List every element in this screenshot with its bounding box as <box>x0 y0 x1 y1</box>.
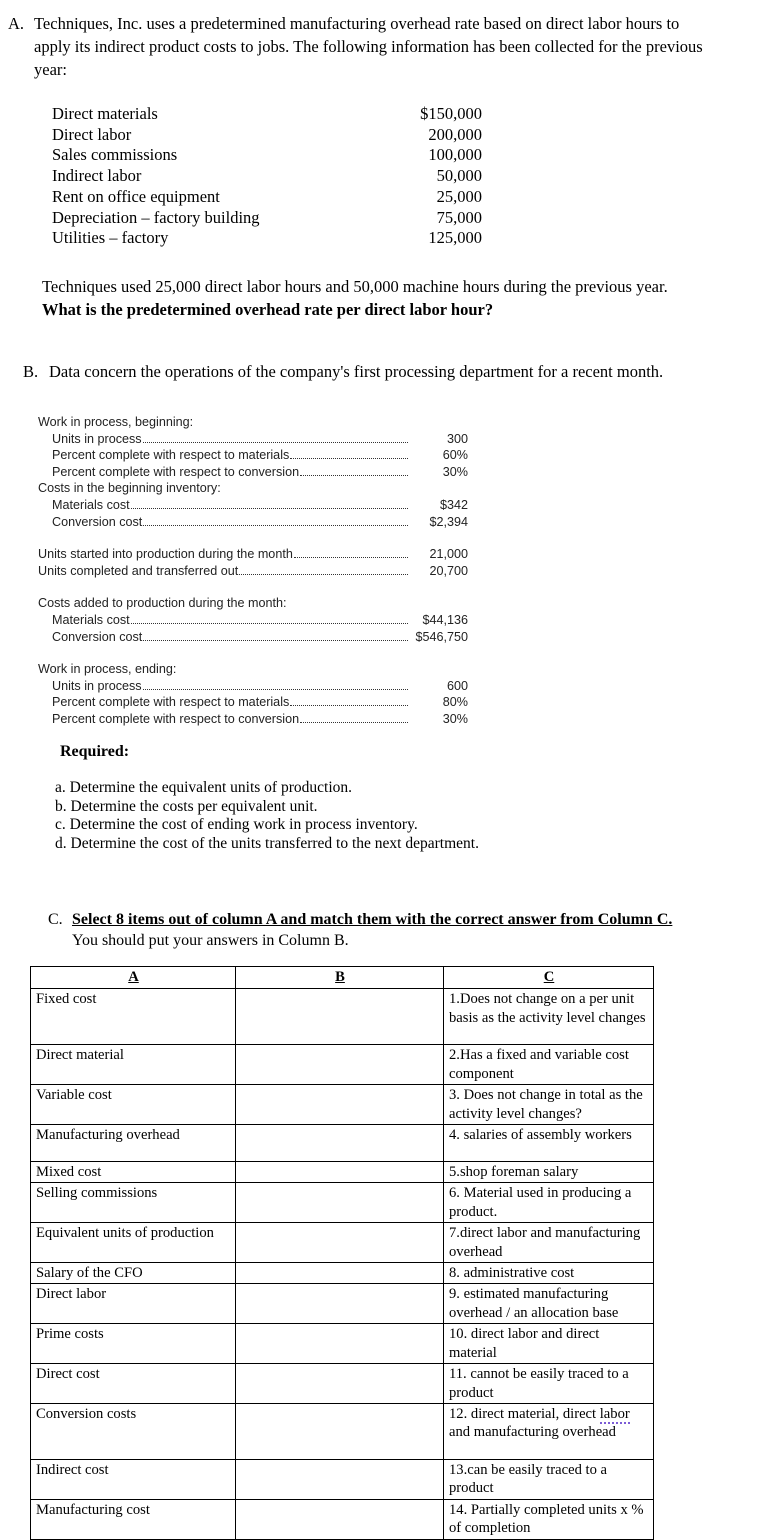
cell-column-b-answer[interactable] <box>236 1263 444 1284</box>
data-group <box>38 546 468 579</box>
cost-value: 50,000 <box>436 166 482 186</box>
cell-column-b-answer[interactable] <box>236 1085 444 1125</box>
required-items <box>55 779 479 853</box>
cost-label: Direct labor <box>52 124 132 144</box>
dot-leader <box>290 705 408 706</box>
dot-leader <box>143 640 408 641</box>
data-row <box>38 612 468 629</box>
data-row-label: Units in process <box>52 431 142 446</box>
cell-column-b-answer[interactable] <box>236 1183 444 1223</box>
data-row-value: 30% <box>442 711 468 726</box>
data-row <box>38 431 468 448</box>
data-row-value: 600 <box>446 678 468 693</box>
data-row-value: 20,700 <box>429 563 468 578</box>
table-row <box>31 1284 654 1324</box>
data-row-label: Percent complete with respect to materials <box>52 448 290 463</box>
data-row <box>38 629 468 646</box>
section-c-instruction-rest: You should put your answers in Column B. <box>72 931 349 949</box>
section-a-question-lead: Techniques used 25,000 direct labor hours and 50,000 machine hours during the previous year. <box>42 277 668 296</box>
data-row <box>38 464 468 481</box>
cell-text-suffix: and manufacturing overhead <box>449 1424 616 1441</box>
dot-leader <box>300 475 408 476</box>
data-row <box>38 447 468 464</box>
cost-label: Sales commissions <box>52 145 178 165</box>
table-row <box>31 989 654 1045</box>
column-header-c-label: C <box>543 969 555 985</box>
table-row <box>31 1459 654 1499</box>
matching-table <box>30 966 654 1540</box>
data-row <box>38 678 468 695</box>
table-row <box>31 1364 654 1404</box>
table-row <box>31 1162 654 1183</box>
dot-leader <box>143 525 408 526</box>
table-row <box>31 1085 654 1125</box>
cell-column-a: Selling commissions <box>31 1183 236 1223</box>
data-row <box>38 497 468 514</box>
cell-column-a: Fixed cost <box>31 989 236 1045</box>
cell-column-a: Mixed cost <box>31 1162 236 1183</box>
cell-text-prefix: 12. direct material, direct <box>449 1405 600 1422</box>
table-row <box>31 1403 654 1459</box>
table-row <box>31 1045 654 1085</box>
section-a-cost-list <box>52 104 482 249</box>
data-group <box>38 480 468 530</box>
data-row-label: Conversion cost <box>52 629 143 644</box>
cost-list-item <box>52 125 482 146</box>
cell-column-a: Direct labor <box>31 1284 236 1324</box>
required-item: d. Determine the cost of the units transferred to the next department. <box>55 834 479 852</box>
data-group <box>38 595 468 645</box>
cell-column-b-answer[interactable] <box>236 1045 444 1085</box>
cost-value: 75,000 <box>436 207 482 227</box>
section-c-intro-row <box>48 910 688 951</box>
data-row-label: Units in process <box>52 678 142 693</box>
cell-column-a: Variable cost <box>31 1085 236 1125</box>
spacer <box>38 579 468 595</box>
dot-leader <box>143 442 408 443</box>
table-row <box>31 1125 654 1162</box>
cost-label: Rent on office equipment <box>52 186 220 206</box>
table-row <box>31 1183 654 1223</box>
column-header-c <box>444 967 654 989</box>
cell-column-b-answer[interactable] <box>236 1324 444 1364</box>
dot-leader <box>294 557 408 558</box>
cell-column-a: Prime costs <box>31 1324 236 1364</box>
data-group-heading: Costs added to production during the month: <box>38 596 287 611</box>
cell-column-a: Manufacturing overhead <box>31 1125 236 1162</box>
dot-leader <box>290 458 408 459</box>
cell-column-a: Salary of the CFO <box>31 1263 236 1284</box>
data-row-label: Conversion cost <box>52 514 143 529</box>
cell-column-c: 2.Has a fixed and variable cost component <box>444 1045 654 1085</box>
cell-column-c: 14. Partially completed units x % of completion <box>444 1499 654 1539</box>
data-row-value: 21,000 <box>429 547 468 562</box>
cost-list-item <box>52 187 482 208</box>
cost-list-item <box>52 145 482 166</box>
data-group <box>38 414 468 480</box>
data-row <box>38 514 468 531</box>
data-row-value: 80% <box>442 695 468 710</box>
data-row-label: Percent complete with respect to conversion <box>52 711 300 726</box>
table-row <box>31 1263 654 1284</box>
dot-leader <box>143 689 408 690</box>
data-row-label: Units started into production during the month <box>38 547 293 562</box>
cell-column-c: 13.can be easily traced to a product <box>444 1459 654 1499</box>
section-a-question <box>42 275 702 321</box>
spacer <box>38 645 468 661</box>
cell-column-b-answer[interactable] <box>236 1459 444 1499</box>
cell-column-c: 11. cannot be easily traced to a product <box>444 1364 654 1404</box>
section-b-intro-row <box>23 360 703 383</box>
section-b-letter: B. <box>23 362 39 381</box>
cell-column-a: Conversion costs <box>31 1403 236 1459</box>
data-row-value: $2,394 <box>429 514 468 529</box>
cell-column-c: 6. Material used in producing a product. <box>444 1183 654 1223</box>
cell-column-c: 9. estimated manufacturing overhead / an allocation base <box>444 1284 654 1324</box>
data-group <box>38 661 468 727</box>
cell-column-b-answer[interactable] <box>236 1223 444 1263</box>
cost-label: Direct materials <box>52 104 158 123</box>
data-row <box>38 694 468 711</box>
data-row-label: Materials cost <box>52 497 130 512</box>
data-row <box>38 546 468 563</box>
cost-list-item <box>52 228 482 249</box>
cell-column-a: Direct material <box>31 1045 236 1085</box>
section-a-intro-row <box>8 12 708 81</box>
cell-column-a: Direct cost <box>31 1364 236 1404</box>
data-row-label: Percent complete with respect to conversion <box>52 464 300 479</box>
dot-leader <box>300 722 408 723</box>
spacer <box>38 530 468 546</box>
data-row-value: $44,136 <box>422 612 468 627</box>
cell-column-b-answer[interactable] <box>236 989 444 1045</box>
misspelled-word: labor <box>599 1405 630 1422</box>
cell-column-b-answer[interactable] <box>236 1284 444 1324</box>
data-row-label: Percent complete with respect to materials <box>52 695 290 710</box>
cell-column-b-answer[interactable] <box>236 1125 444 1162</box>
data-row-value: $546,750 <box>415 629 468 644</box>
dot-leader <box>131 623 408 624</box>
table-row <box>31 1324 654 1364</box>
section-b-intro-text: Data concern the operations of the company's first processing department for a recent month. <box>49 362 664 381</box>
cost-value: 25,000 <box>436 186 482 206</box>
cell-column-b-answer[interactable] <box>236 1364 444 1404</box>
cell-column-a: Indirect cost <box>31 1459 236 1499</box>
data-row-value: 300 <box>446 431 468 446</box>
cost-label: Utilities – factory <box>52 228 169 248</box>
data-row-value: $342 <box>439 497 468 512</box>
cost-list-item <box>52 104 482 125</box>
data-row-value: 60% <box>442 448 468 463</box>
section-c <box>48 910 688 951</box>
table-row <box>31 1499 654 1539</box>
section-a-question-bold: What is the predetermined overhead rate per direct labor hour? <box>42 300 494 319</box>
cell-column-b-answer[interactable] <box>236 1499 444 1539</box>
cell-column-c: 8. administrative cost <box>444 1263 654 1284</box>
cell-column-c: 4. salaries of assembly workers <box>444 1125 654 1162</box>
required-item: c. Determine the cost of ending work in process inventory. <box>55 816 418 834</box>
cost-list-item <box>52 166 482 187</box>
cost-value: $150,000 <box>420 104 482 123</box>
cost-value: 125,000 <box>428 228 482 248</box>
section-c-letter: C. <box>48 911 63 928</box>
data-row <box>38 711 468 728</box>
section-a-letter: A. <box>8 14 25 33</box>
cell-column-c: 1.Does not change on a per unit basis as the activity level changes <box>444 989 654 1045</box>
cell-column-a: Equivalent units of production <box>31 1223 236 1263</box>
column-header-b-label: B <box>335 969 345 985</box>
cell-column-b-answer[interactable] <box>236 1162 444 1183</box>
section-c-instruction-bold: Select 8 items out of column A and match them with the correct answer from Column C. <box>72 911 673 928</box>
cost-label: Indirect labor <box>52 166 142 186</box>
cost-list-item <box>52 208 482 229</box>
section-a-intro-text: Techniques, Inc. uses a predetermined manufacturing overhead rate based on direct labor hours to apply its indirect product costs to jobs. The following information has been collected for the previous year: <box>34 14 703 79</box>
dot-leader <box>131 508 408 509</box>
data-row-label: Units completed and transferred out <box>38 563 239 578</box>
data-group-heading: Costs in the beginning inventory: <box>38 481 221 496</box>
column-header-a-label: A <box>128 969 139 985</box>
section-c-instruction <box>72 910 688 951</box>
section-b-data-block <box>38 414 468 728</box>
data-row <box>38 563 468 580</box>
table-header-row <box>31 967 654 989</box>
cell-column-a: Manufacturing cost <box>31 1499 236 1539</box>
cell-column-c: 3. Does not change in total as the activity level changes? <box>444 1085 654 1125</box>
data-row-label: Materials cost <box>52 612 130 627</box>
section-b <box>23 360 703 383</box>
required-item: b. Determine the costs per equivalent unit. <box>55 797 318 815</box>
cell-column-b-answer[interactable] <box>236 1403 444 1459</box>
cost-value: 100,000 <box>428 145 482 165</box>
section-a <box>8 12 708 81</box>
cost-label: Depreciation – factory building <box>52 207 260 227</box>
column-header-b <box>236 967 444 989</box>
cell-column-c: 5.shop foreman salary <box>444 1162 654 1183</box>
cell-column-c: 10. direct labor and direct material <box>444 1324 654 1364</box>
cell-column-c: 7.direct labor and manufacturing overhead <box>444 1223 654 1263</box>
data-group-heading: Work in process, ending: <box>38 662 177 677</box>
data-row-value: 30% <box>442 464 468 479</box>
cost-value: 200,000 <box>428 124 482 144</box>
dot-leader <box>239 574 408 575</box>
column-header-a <box>31 967 236 989</box>
required-title: Required: <box>60 743 130 760</box>
data-group-heading: Work in process, beginning: <box>38 415 194 429</box>
required-heading <box>60 742 129 762</box>
required-item: a. Determine the equivalent units of production. <box>55 779 352 796</box>
cell-column-c <box>444 1403 654 1459</box>
table-row <box>31 1223 654 1263</box>
